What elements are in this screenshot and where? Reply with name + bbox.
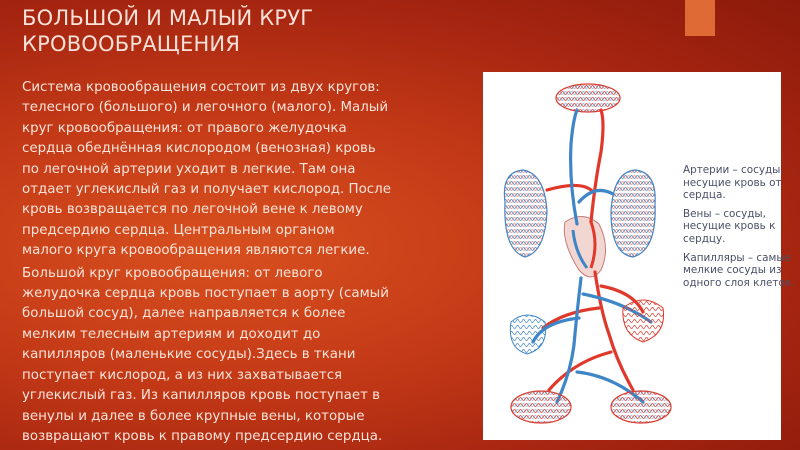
paragraph-1 bbox=[22, 78, 472, 262]
text-line: по легочной артерии уходит в легкие. Там она bbox=[22, 161, 356, 177]
text-line: желудочка сердца кровь поступает в аорту (самый bbox=[22, 286, 389, 302]
text-line: капилляров (маленькие сосуды).Здесь в ткани bbox=[22, 347, 356, 363]
text-line: малого круга кровообращения являются легкие. bbox=[22, 243, 370, 259]
heart bbox=[564, 216, 605, 277]
abdomen-capillary-bed bbox=[510, 315, 545, 354]
text-line: предсердию сердца. Центральным органом bbox=[22, 222, 335, 238]
left-lung bbox=[504, 170, 547, 257]
text-line: углекислый газ. Из капилляров кровь поступает в bbox=[22, 388, 381, 404]
caption-line: мелкие сосуды из bbox=[683, 264, 782, 277]
caption-line: несущие кровь к bbox=[683, 220, 776, 233]
accent-bar bbox=[685, 0, 715, 36]
text-line: отдает углекислый газ и получает кислород. После bbox=[22, 182, 391, 198]
slide-title bbox=[22, 5, 482, 57]
caption-line: Капилляры – самые bbox=[683, 251, 791, 264]
caption-veins bbox=[683, 208, 775, 246]
caption-line: несущие кровь от bbox=[683, 176, 782, 189]
body-text bbox=[22, 78, 472, 447]
text-line: кровь возвращается по легочной вене к левому bbox=[22, 202, 363, 218]
title-line-1: БОЛЬШОЙ И МАЛЫЙ КРУГ bbox=[22, 6, 314, 30]
text-line: телесного (большого) и легочного (малого). Малый bbox=[22, 100, 389, 116]
caption-line: одного слоя клеток. bbox=[683, 276, 795, 289]
text-line: Система кровообращения состоит из двух кругов: bbox=[22, 80, 380, 95]
liver-capillary-bed bbox=[623, 300, 664, 342]
text-line: мелким телесным артериям и доходит до bbox=[22, 326, 321, 342]
upper-capillary-bed bbox=[556, 84, 620, 112]
title-line-2: КРОВООБРАЩЕНИЯ bbox=[22, 32, 241, 56]
caption-line: Вены – сосуды, bbox=[683, 207, 766, 220]
figure-caption bbox=[683, 164, 795, 295]
caption-line: сердца. bbox=[683, 189, 726, 202]
text-line: поступает кислород, а из них захватывается bbox=[22, 367, 343, 383]
right-lung bbox=[611, 170, 655, 257]
caption-line: сердцу. bbox=[683, 232, 726, 245]
text-line: большой сосуд), далее направляется к более bbox=[22, 306, 346, 322]
text-line: сердца обеднённая кислородом (венозная) кровь bbox=[22, 141, 376, 157]
paragraph-2 bbox=[22, 264, 472, 448]
text-line: Большой круг кровообращения: от левого bbox=[22, 265, 323, 281]
text-line: возвращают кровь к правому предсердию сердца. bbox=[22, 428, 383, 444]
circulation-figure bbox=[483, 72, 795, 440]
text-line: венулы и далее в более крупные вены, которые bbox=[22, 408, 365, 424]
caption-line: Артерии – сосуды, bbox=[683, 164, 784, 176]
caption-capillaries bbox=[683, 251, 795, 290]
text-line: круг кровообращения: от правого желудочка bbox=[22, 120, 347, 136]
caption-arteries bbox=[683, 164, 784, 202]
lower-capillary-bed bbox=[511, 391, 671, 423]
